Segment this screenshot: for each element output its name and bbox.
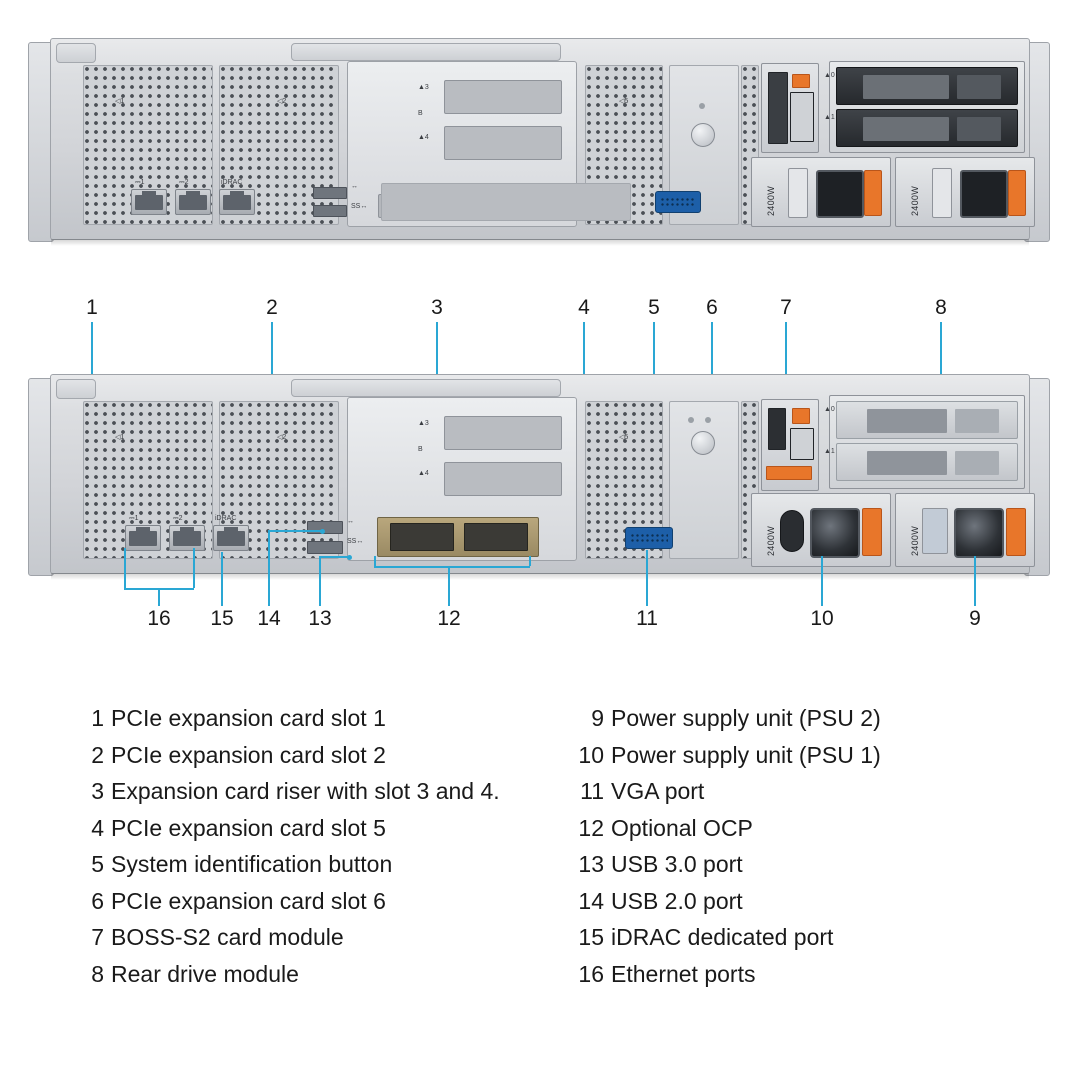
riser-label-b-top: B bbox=[418, 110, 423, 117]
legend-item bbox=[578, 846, 1018, 883]
usb-2-port-top[interactable] bbox=[313, 187, 347, 199]
slot-5-marker-top: ◁5 bbox=[619, 98, 629, 105]
riser-slot-3-bottom bbox=[444, 416, 562, 450]
legend-number: 4 bbox=[91, 814, 104, 841]
chassis-handle-mid-top bbox=[291, 43, 561, 61]
psu-1-top bbox=[751, 157, 891, 227]
psu-1-wattage-top: 2400W bbox=[766, 185, 776, 216]
idrac-port-top[interactable] bbox=[219, 189, 255, 215]
psu-1-connector-top bbox=[816, 170, 864, 218]
legend-item bbox=[78, 773, 578, 810]
leader-10 bbox=[821, 556, 823, 606]
rear-drive-module-top bbox=[824, 61, 1025, 153]
callout-number: 10 bbox=[810, 607, 834, 630]
psu-2-wattage-bottom: 2400W bbox=[910, 525, 920, 556]
legend-text: System identification button bbox=[111, 851, 393, 877]
riser-label-a4-top: ▲4 bbox=[418, 134, 429, 141]
boss-drive-top bbox=[790, 92, 814, 142]
legend-number: 2 bbox=[91, 741, 104, 768]
vga-port-bottom[interactable] bbox=[625, 527, 673, 549]
legend-item bbox=[78, 700, 578, 737]
system-id-button-top[interactable] bbox=[691, 123, 715, 147]
status-led-top bbox=[699, 103, 705, 109]
boss-s2-module-bottom bbox=[761, 399, 819, 491]
psu-2-latch-top bbox=[932, 168, 952, 218]
legend-text: Power supply unit (PSU 2) bbox=[611, 705, 881, 731]
riser-label-a3-top: ▲3 bbox=[418, 84, 429, 91]
legend-text: BOSS-S2 card module bbox=[111, 924, 344, 950]
leader-12b bbox=[529, 556, 531, 566]
legend-number: 9 bbox=[591, 705, 604, 731]
legend-text: Power supply unit (PSU 1) bbox=[611, 741, 881, 768]
callout-number: 4 bbox=[578, 296, 590, 319]
leader-12a bbox=[374, 556, 376, 566]
leader-dot-13 bbox=[347, 555, 352, 560]
legend-number: 16 bbox=[578, 960, 604, 987]
usb-2-0-port-bottom[interactable] bbox=[307, 521, 343, 534]
legend-number: 10 bbox=[578, 741, 604, 768]
legend-text: USB 3.0 port bbox=[611, 851, 743, 877]
legend-number: 5 bbox=[91, 851, 104, 877]
leader-13h bbox=[319, 556, 349, 558]
legend-number: 8 bbox=[91, 960, 104, 987]
riser-slot-4-top bbox=[444, 126, 562, 160]
chassis-top bbox=[50, 38, 1030, 240]
usb-3-port-top[interactable] bbox=[313, 205, 347, 217]
chassis-handle-left-bottom bbox=[56, 379, 96, 399]
ethernet-port-2-bottom[interactable] bbox=[169, 525, 205, 551]
vga-port-top[interactable] bbox=[655, 191, 701, 213]
legend-text: PCIe expansion card slot 2 bbox=[111, 741, 386, 768]
legend-number: 1 bbox=[91, 705, 104, 731]
boss-lower-tab-bottom[interactable] bbox=[766, 466, 812, 480]
leader-9 bbox=[974, 556, 976, 606]
legend-column-left bbox=[78, 700, 578, 992]
leader-14v bbox=[268, 530, 270, 606]
ethernet-port-2-top[interactable] bbox=[175, 189, 211, 215]
callout-number: 8 bbox=[935, 296, 947, 319]
slot-1-marker-bottom: ◁1 bbox=[115, 434, 125, 441]
legend-item bbox=[578, 919, 1018, 956]
chassis-bottom bbox=[50, 374, 1030, 574]
psu-1-power-connector[interactable] bbox=[810, 508, 860, 558]
legend-item bbox=[78, 846, 578, 883]
legend-item bbox=[78, 883, 578, 920]
legend-item bbox=[578, 773, 1018, 810]
rear-drive-1-top bbox=[836, 109, 1018, 147]
leader-16b bbox=[193, 548, 195, 588]
ocp-port-2[interactable] bbox=[464, 523, 528, 551]
legend-item bbox=[578, 956, 1018, 993]
boss-connector-top bbox=[768, 72, 788, 144]
idrac-port-bottom[interactable] bbox=[213, 525, 249, 551]
callout-number: 5 bbox=[648, 296, 660, 319]
legend-text: PCIe expansion card slot 1 bbox=[111, 705, 386, 731]
rear-drive-0-bottom bbox=[836, 401, 1018, 439]
legend-item bbox=[78, 810, 578, 847]
chassis-handle-mid-bottom bbox=[291, 379, 561, 397]
chassis-handle-left-top bbox=[56, 43, 96, 63]
slot-2-marker-top: ◁2 bbox=[277, 98, 287, 105]
ethernet-port-1-bottom[interactable] bbox=[125, 525, 161, 551]
legend-item bbox=[578, 883, 1018, 920]
rear-drive-1-bottom bbox=[836, 443, 1018, 481]
legend-text: VGA port bbox=[611, 778, 705, 804]
riser-label-a4-bottom: ▲4 bbox=[418, 470, 429, 477]
callout-number: 1 bbox=[86, 296, 98, 319]
ocp-port-1[interactable] bbox=[390, 523, 454, 551]
rear-drive-module-bottom bbox=[824, 395, 1025, 489]
leader-16a bbox=[124, 548, 126, 588]
legend-item bbox=[78, 737, 578, 774]
psu-2-handle-bottom[interactable] bbox=[1006, 508, 1026, 556]
leader-bracket-12 bbox=[374, 566, 530, 568]
psu-2-connector-top bbox=[960, 170, 1008, 218]
psu-2-latch-bottom bbox=[922, 508, 948, 554]
boss-release-tab-bottom[interactable] bbox=[792, 408, 810, 424]
legend-text: Ethernet ports bbox=[611, 960, 756, 987]
drive-slot-1-label-bottom: ▲1 bbox=[824, 448, 835, 455]
ethernet-2-label-bottom: ⎓2 bbox=[173, 515, 183, 522]
callout-number: 6 bbox=[706, 296, 718, 319]
psu-1-handle-bottom[interactable] bbox=[862, 508, 882, 556]
boss-release-tab-top[interactable] bbox=[792, 74, 810, 88]
leader-16c bbox=[158, 588, 160, 606]
ethernet-1-label-top: ⎓1 bbox=[135, 179, 145, 186]
ocp-blank-top bbox=[381, 183, 631, 221]
optional-ocp-bottom bbox=[377, 517, 539, 557]
psu-2-wattage-top: 2400W bbox=[910, 185, 920, 216]
leader-14h bbox=[268, 530, 322, 532]
system-id-button-bottom[interactable] bbox=[691, 431, 715, 455]
leader-13v bbox=[319, 556, 321, 606]
leader-dot-14 bbox=[320, 529, 325, 534]
usb-3-0-port-bottom[interactable] bbox=[307, 541, 343, 554]
slot-1-marker-top: ◁1 bbox=[115, 98, 125, 105]
psu-1-cable-clip bbox=[780, 510, 804, 552]
legend-item bbox=[578, 737, 1018, 774]
idrac-label-top: iDRAC bbox=[221, 179, 243, 186]
callout-number: 13 bbox=[308, 607, 332, 630]
legend-number: 7 bbox=[91, 924, 104, 950]
slot-2-marker-bottom: ◁2 bbox=[277, 434, 287, 441]
usb-ss-icon-top: SS↔ bbox=[351, 203, 368, 210]
usb-ss-icon-bottom: SS↔ bbox=[347, 538, 364, 545]
legend-number: 13 bbox=[578, 851, 604, 877]
riser-slot-3-top bbox=[444, 80, 562, 114]
psu-2-handle-top[interactable] bbox=[1008, 170, 1026, 216]
riser-slot-4-bottom bbox=[444, 462, 562, 496]
legend-item bbox=[578, 700, 1018, 737]
usb-icon-top: ↔ bbox=[351, 183, 358, 190]
legend-text: PCIe expansion card slot 5 bbox=[111, 814, 386, 841]
callout-number: 14 bbox=[257, 607, 281, 630]
boss-connector-bottom bbox=[768, 408, 786, 450]
ethernet-2-label-top: ⎓2 bbox=[179, 179, 189, 186]
ethernet-port-1-top[interactable] bbox=[131, 189, 167, 215]
psu-1-handle-top[interactable] bbox=[864, 170, 882, 216]
legend-item bbox=[578, 810, 1018, 847]
ethernet-1-label-bottom: ⎓1 bbox=[129, 515, 139, 522]
status-led-2-bottom bbox=[705, 417, 711, 423]
legend-number: 15 bbox=[578, 924, 604, 950]
usb-icon-bottom: ↔ bbox=[347, 518, 354, 525]
psu-2-top bbox=[895, 157, 1035, 227]
callout-number: 7 bbox=[780, 296, 792, 319]
slot-5-marker-bottom: ◁5 bbox=[619, 434, 629, 441]
legend-number: 14 bbox=[578, 887, 604, 914]
boss-s2-module-top bbox=[761, 63, 819, 153]
legend-text: iDRAC dedicated port bbox=[611, 924, 834, 950]
legend-text: Optional OCP bbox=[611, 814, 753, 841]
leader-12c bbox=[448, 566, 450, 606]
psu-2-power-connector[interactable] bbox=[954, 508, 1004, 558]
legend-text: PCIe expansion card slot 6 bbox=[111, 887, 386, 914]
riser-label-b-bottom: B bbox=[418, 446, 423, 453]
callout-number: 12 bbox=[437, 607, 461, 630]
boss-drive-bottom bbox=[790, 428, 814, 460]
leader-11 bbox=[646, 550, 648, 606]
legend-number: 12 bbox=[578, 814, 604, 841]
idrac-label-bottom: iDRAC bbox=[215, 515, 237, 522]
legend-number: 11 bbox=[580, 778, 604, 804]
drive-slot-1-label-top: ▲1 bbox=[824, 114, 835, 121]
id-button-panel-bottom bbox=[669, 401, 739, 559]
psu-1-latch-top bbox=[788, 168, 808, 218]
legend-number: 3 bbox=[91, 778, 104, 804]
psu-2-bottom bbox=[895, 493, 1035, 567]
legend-column-right bbox=[578, 700, 1018, 992]
callout-number: 9 bbox=[969, 607, 981, 630]
callout-number: 11 bbox=[636, 607, 658, 630]
drive-slot-0-label-top: ▲0 bbox=[824, 72, 835, 79]
drive-slot-0-label-bottom: ▲0 bbox=[824, 406, 835, 413]
legend-number: 6 bbox=[91, 887, 104, 914]
legend-text: USB 2.0 port bbox=[611, 887, 743, 914]
leader-15 bbox=[221, 552, 223, 606]
psu-1-wattage-bottom: 2400W bbox=[766, 525, 776, 556]
callout-number: 2 bbox=[266, 296, 278, 319]
riser-label-a3-bottom: ▲3 bbox=[418, 420, 429, 427]
callout-number: 3 bbox=[431, 296, 443, 319]
legend-text: Rear drive module bbox=[111, 960, 299, 987]
legend-text: Expansion card riser with slot 3 and 4. bbox=[111, 778, 500, 804]
legend-item bbox=[78, 956, 578, 993]
callout-number: 16 bbox=[147, 607, 171, 630]
rear-drive-0-top bbox=[836, 67, 1018, 105]
status-led-bottom bbox=[688, 417, 694, 423]
legend-item bbox=[78, 919, 578, 956]
callout-number: 15 bbox=[210, 607, 234, 630]
